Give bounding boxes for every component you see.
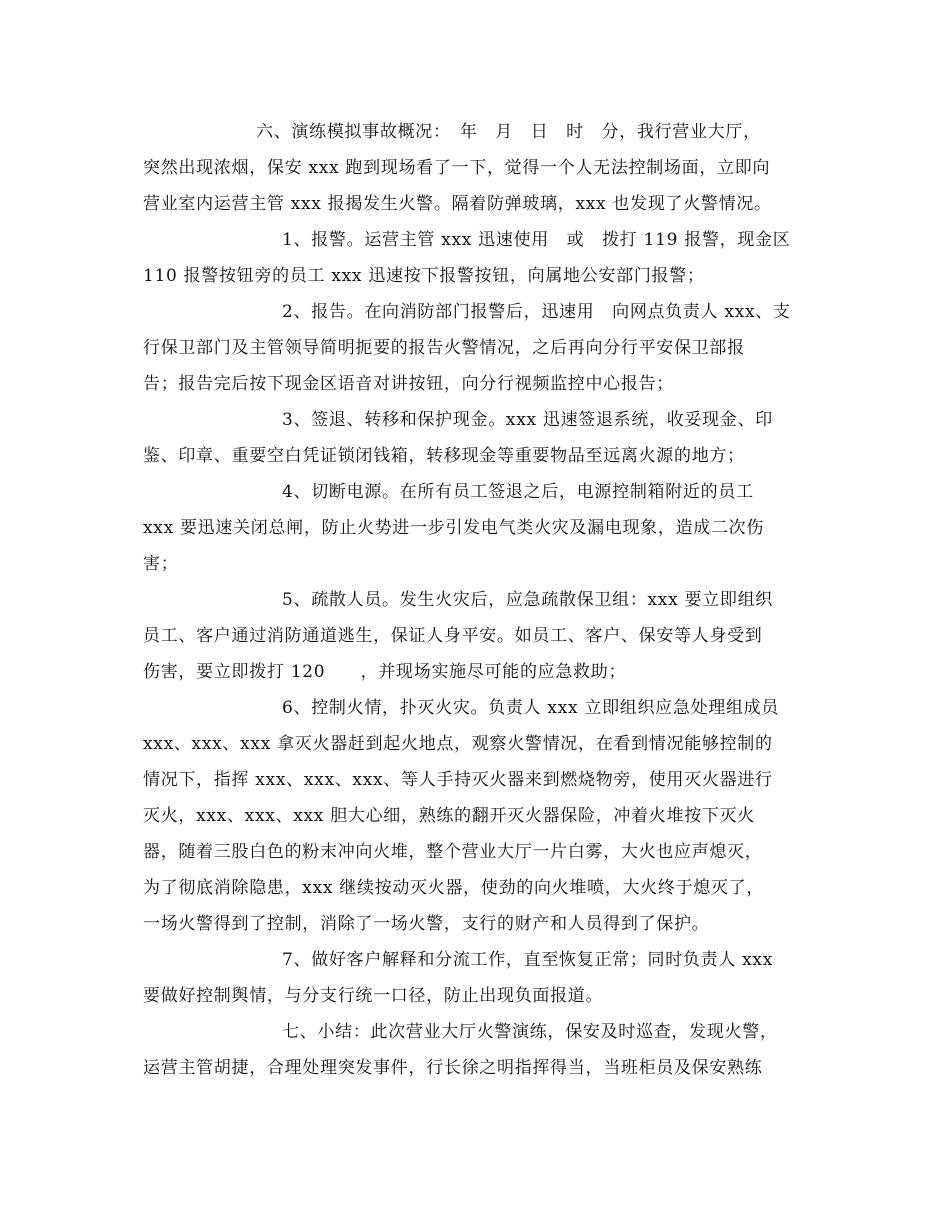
text-line: 为了彻底消除隐患，xxx 继续按动灭火器，使劲的向火堆喷，大火终于熄灭了， xyxy=(143,878,765,898)
text-line: 要做好控制舆情，与分支行统一口径，防止出现负面报道。 xyxy=(143,986,604,1006)
text-line: 一场火警得到了控制，消除了一场火警，支行的财产和人员得到了保护。 xyxy=(143,914,710,934)
text-line: 1、报警。运营主管 xxx 迅速使用 或 拨打 119 报警，现金区 xyxy=(282,230,791,250)
text-line: 110 报警按钮旁的员工 xxx 迅速按下报警按钮，向属地公安部门报警； xyxy=(143,266,705,286)
text-line: 突然出现浓烟，保安 xxx 跑到现场看了一下，觉得一个人无法控制场面，立即向 xyxy=(143,158,771,178)
text-line: 七、小结：此次营业大厅火警演练，保安及时巡查，发现火警， xyxy=(282,1022,778,1042)
text-line: xxx、xxx、xxx 拿灭火器赶到起火地点，观察火警情况，在看到情况能够控制的 xyxy=(143,734,773,754)
text-line: 伤害，要立即拨打 120 ，并现场实施尽可能的应急救助； xyxy=(143,662,627,682)
text-line: xxx 要迅速关闭总闸，防止火势进一步引发电气类火灾及漏电现象，造成二次伤 xyxy=(143,518,765,538)
text-line: 情况下，指挥 xxx、xxx、xxx、等人手持灭火器来到燃烧物旁，使用灭火器进行 xyxy=(143,770,773,790)
text-line: 运营主管胡捷，合理处理突发事件，行长徐之明指挥得当，当班柜员及保安熟练 xyxy=(143,1058,763,1078)
text-line: 灭火，xxx、xxx、xxx 胆大心细，熟练的翻开灭火器保险，冲着火堆按下灭火 xyxy=(143,806,755,826)
text-line: 7、做好客户解释和分流工作，直至恢复正常；同时负责人 xxx xyxy=(282,950,773,970)
text-line: 六、演练模拟事故概况： 年 月 日 时 分，我行营业大厅， xyxy=(256,122,761,142)
text-line: 器，随着三股白色的粉末冲向火堆，整个营业大厅一片白雾，大火也应声熄灭， xyxy=(143,842,763,862)
text-line: 鉴、印章、重要空白凭证锁闭钱箱，转移现金等重要物品至远离火源的地方； xyxy=(143,446,745,466)
text-line: 4、切断电源。在所有员工签退之后，电源控制箱附近的员工 xyxy=(282,482,754,502)
text-line: 告；报告完后按下现金区语音对讲按钮，向分行视频监控中心报告； xyxy=(143,374,674,394)
text-line: 营业室内运营主管 xxx 报揭发生火警。隔着防弹玻璃，xxx 也发现了火警情况。 xyxy=(143,194,772,214)
text-line: 行保卫部门及主管领导简明扼要的报告火警情况，之后再向分行平安保卫部报 xyxy=(143,338,745,358)
text-line: 害； xyxy=(143,554,179,574)
text-line: 员工、客户通过消防通道逃生，保证人身平安。如员工、客户、保安等人身受到 xyxy=(143,626,763,646)
text-line: 3、签退、转移和保护现金。xxx 迅速签退系统，收妥现金、印 xyxy=(282,410,773,430)
text-line: 5、疏散人员。发生火灾后，应急疏散保卫组：xxx 要立即组织 xyxy=(282,590,773,610)
text-line: 2、报告。在向消防部门报警后，迅速用 向网点负责人 xxx、支 xyxy=(282,302,791,322)
text-line: 6、控制火情，扑灭火灾。负责人 xxx 立即组织应急处理组成员 xyxy=(282,698,780,718)
